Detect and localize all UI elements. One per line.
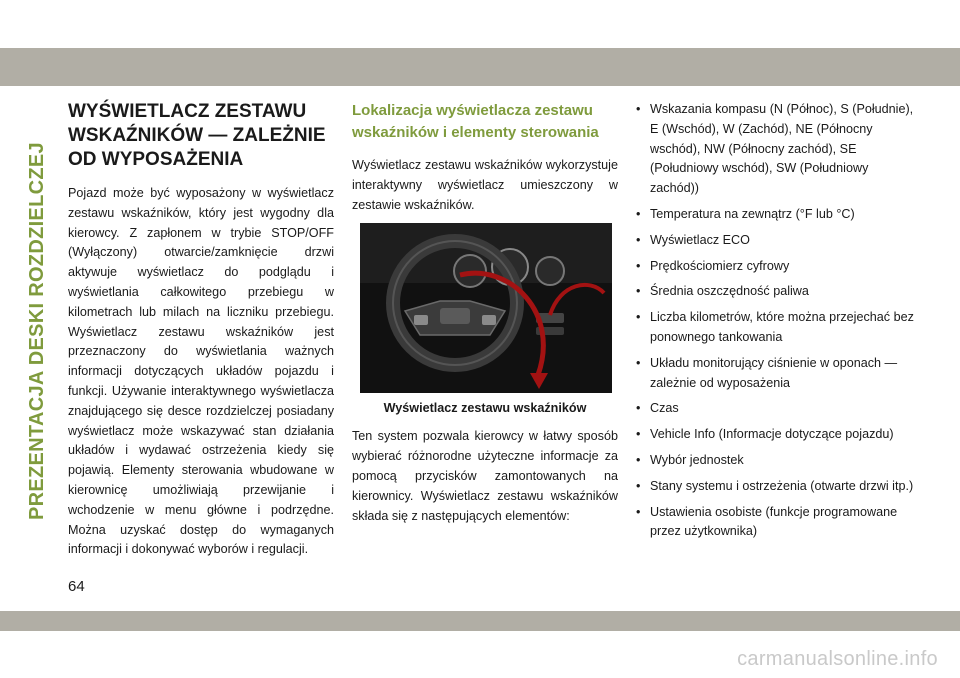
list-item: • Temperatura na zewnątrz (°F lub °C) xyxy=(636,205,914,225)
column-left xyxy=(68,100,334,560)
bullet-icon: • xyxy=(636,452,641,467)
bullet-icon: • xyxy=(636,284,641,299)
bullet-icon: • xyxy=(636,427,641,442)
header-band xyxy=(0,48,960,86)
steering-wheel-image xyxy=(360,223,612,393)
list-item: • Średnia oszczędność paliwa xyxy=(636,282,914,302)
bullet-icon: • xyxy=(636,401,641,416)
photo-caption: Wyświetlacz zestawu wskaźników xyxy=(383,401,587,416)
bullet-icon: • xyxy=(636,258,641,273)
location-paragraph: Wyświetlacz zestawu wskaźników wykorzystuje interaktywny wyświetlacz umieszczony w zestawie wskaźników. xyxy=(352,158,618,212)
list-item: • Wskazania kompasu (N (Północ), S (Południe), E (Wschód), W (Zachód), NE (Północny wschód), NW (Północny zachód), SE (Południowy wschód), SW (Południowy zachód)) xyxy=(636,102,914,196)
page-number: 64 xyxy=(68,578,85,595)
heading-line: WSKAŹNIKÓW — ZALEŻNIE xyxy=(68,125,326,146)
column-middle xyxy=(352,100,618,526)
list-item: • Wyświetlacz ECO xyxy=(636,231,914,251)
footer-band xyxy=(0,611,960,631)
column-right xyxy=(636,100,914,548)
list-item: • Układu monitorujący ciśnienie w oponach — zależnie od wyposażenia xyxy=(636,355,898,390)
dashboard-photo xyxy=(360,223,612,393)
list-item: • Liczba kilometrów, które można przejechać bez ponownego tankowania xyxy=(636,310,914,344)
bullet-icon: • xyxy=(636,310,641,325)
bullet-icon: • xyxy=(636,478,641,493)
bullet-icon: • xyxy=(636,355,641,370)
side-section-title: PREZENTACJA DESKI ROZDZIELCZEJ xyxy=(26,142,48,520)
list-item: • Vehicle Info (Informacje dotyczące pojazdu) xyxy=(636,425,914,445)
list-item: • Wybór jednostek xyxy=(636,451,914,471)
watermark-text: carmanualsonline.info xyxy=(737,648,938,670)
bullet-icon: • xyxy=(636,206,641,221)
list-item: • Czas xyxy=(636,399,914,419)
features-list xyxy=(636,100,914,542)
subheading-line: wskaźników i elementy sterowania xyxy=(352,124,599,141)
bullet-icon: • xyxy=(636,504,641,519)
heading-line: OD WYPOSAŻENIA xyxy=(68,149,244,170)
list-item: • Prędkościomierz cyfrowy xyxy=(636,257,914,277)
section-heading xyxy=(68,100,334,172)
bullet-icon: • xyxy=(636,102,641,116)
system-paragraph: Ten system pozwala kierowcy w łatwy sposób wybierać różnorodne użyteczne informacje za pomocą przycisków zamontowanych na kierownicy. Wyświetlacz zestawu wskaźników składa się z następujących elementów: xyxy=(352,429,618,523)
intro-paragraph: Pojazd może być wyposażony w wyświetlacz zestawu wskaźników, który jest wygodny dla kierowcy. Z zapłonem w trybie STOP/OFF (Wyłączony) otwarcie/zamknięcie drzwi aktywuje wyświetlacz do podglądu i wyświetlania całkowitego przebiegu w kilometrach lub milach na liczniku przebiegu. Wyświetlacz zestawu wskaźników jest przeznaczony do wyświetlania ważnych informacji dotyczących układów pojazdu i funkcji. Używanie interaktywnego wyświetlacza znajdującego się desce rozdzielczej posiadany wyświetlacz może wskazywać stan działania układów i wydawać ostrzeżenia kiedy się pojawią. Elementy sterowania wbudowane w kierownicę umożliwiają przewijanie i wchodzenie w menu główne i podrzędne. Można uzyskać dostęp do wymaganych informacji i dokonywać wyborów i regulacji. xyxy=(68,186,334,557)
heading-line: WYŚWIETLACZ ZESTAWU xyxy=(68,101,307,122)
subheading-line: Lokalizacja wyświetlacza zestawu xyxy=(352,102,593,119)
list-item: • Stany systemu i ostrzeżenia (otwarte drzwi itp.) xyxy=(636,477,914,497)
bullet-icon: • xyxy=(636,232,641,247)
list-item: • Ustawienia osobiste (funkcje programowane przez użytkownika) xyxy=(636,504,898,539)
subsection-heading xyxy=(352,100,618,144)
